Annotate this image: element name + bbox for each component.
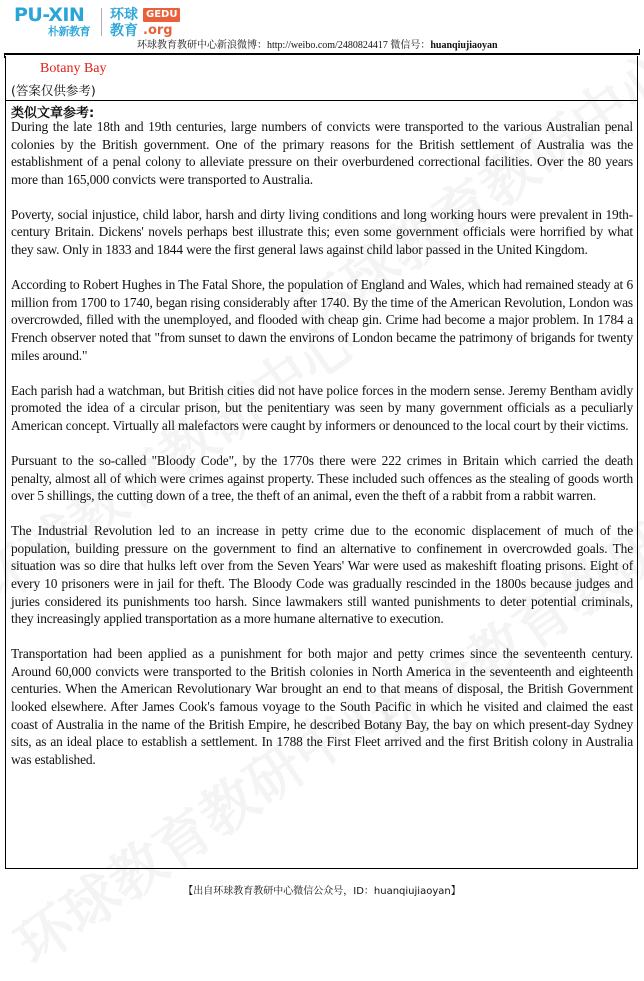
title-row (6, 56, 637, 101)
paragraph: According to Robert Hughes in The Fatal Shore, the population of England and Wales, which had remained steady at 6 million from 1700 to 1740, began rising considerably after 1740. By the time of the American Revolution, London was overcrowded, filled with the unemployed, and flooded with cheap gin. Crime had become a major problem. In 1784 a French observer noted that "from sunset to dawn the environs of London became the patrimony of brigands for twenty miles around." (11, 277, 633, 363)
paragraph: Poverty, social injustice, child labor, harsh and dirty living conditions and long working hours were prevalent in 19th-century Britain. Dickens' novels perhaps best illustrate this; even some government officials were horrified by what they saw. Only in 1833 and 1844 were the first general laws against child labor passed in the United Kingdom. (11, 206, 633, 258)
gedu-logo-line2: 教育 (110, 23, 138, 39)
puxin-logo (14, 6, 94, 40)
paragraph: During the late 18th and 19th centuries, large numbers of convicts were transported to the various Australian penal colonies by the British government. One of the primary reasons for the British settlement of Australia was the establishment of a penal colony to alleviate pressure on their overburdened correctional facilities. Over the 80 years more than 165,000 convicts were transported to Australia. (11, 119, 633, 187)
contact-info (137, 40, 498, 52)
puxin-logo-subtext: 朴新教育 (48, 25, 90, 38)
gedu-logo-line1: 环球 (110, 7, 138, 23)
answer-note: (答案仅供参考) (11, 83, 96, 98)
paragraph: Transportation had been applied as a punishment for both major and petty crimes since the seventeenth century. Around 60,000 convicts were transported to the British colonies in North America in the seventeenth and eighteenth centuries. When the American Revolutionary War brought an end to that means of disposal, the British Government looked elsewhere. After James Cook's famous voyage to the South Pacific in which he visited and claimed the east coast of Australia in the name of the British Empire, he described Botany Bay, the bay on which present-day Sydney sits, as an ideal place to establish a settlement. In 1788 the First Fleet arrived and the first British colony in Australia was established. (11, 646, 633, 767)
page-footer: 【出自环球教育教研中心微信公众号，ID：huanqiujiaoyan】 (183, 886, 461, 897)
gedu-org: .org (143, 23, 173, 38)
gedu-logo (110, 6, 180, 40)
gedu-badge: GEDU (143, 8, 180, 22)
paragraph: The Industrial Revolution led to an increase in petty crime due to the economic displacement of much of the population, building pressure on the government to find an alternative to confinement in overcrowded goals. The situation was so dire that hulks left over from the Seven Years' War were used as makeshift floating prisons. Eight of every 10 prisoners were in jail for theft. The Bloody Code was gradually rescinded in the 1800s because judges and juries considered its punishments too harsh. Since lawmakers still wanted punishments to deter potential criminals, they increasingly applied transportation as a more humane alternative to execution. (11, 523, 633, 627)
paragraph: Pursuant to the so-called "Bloody Code", by the 1770s there were 222 crimes in Britain which carried the death penalty, almost all of which were crimes against property. These included such offences as the stealing of goods worth over 5 shillings, the cutting down of a tree, the theft of an animal, even the theft of a rabbit from a rabbit warren. (11, 452, 633, 504)
document-title: Botany Bay (40, 61, 107, 76)
contact-prefix: 环球教育教研中心新浪微博：http://weibo.com/2480824417 微信号： (137, 40, 431, 51)
paragraph: Each parish had a watchman, but British cities did not have police forces in the modern sense. Jeremy Bentham avidly promoted the idea of a circular prison, but the penitentiary was seen by many government officials as a peculiarly American concept. Virtually all malefactors were caught by informers or denounced to the local court by their victims. (11, 382, 633, 433)
reference-heading: 类似文章参考: (11, 106, 95, 121)
puxin-logo-text: PU-XIN (14, 4, 85, 26)
page-header (0, 0, 644, 55)
answer-box (5, 56, 638, 869)
logo-divider (101, 8, 102, 36)
header-rule (4, 53, 640, 55)
wechat-handle: huanqiujiaoyan (430, 40, 498, 51)
article-body (11, 118, 633, 786)
header-rule-tick (639, 49, 640, 55)
